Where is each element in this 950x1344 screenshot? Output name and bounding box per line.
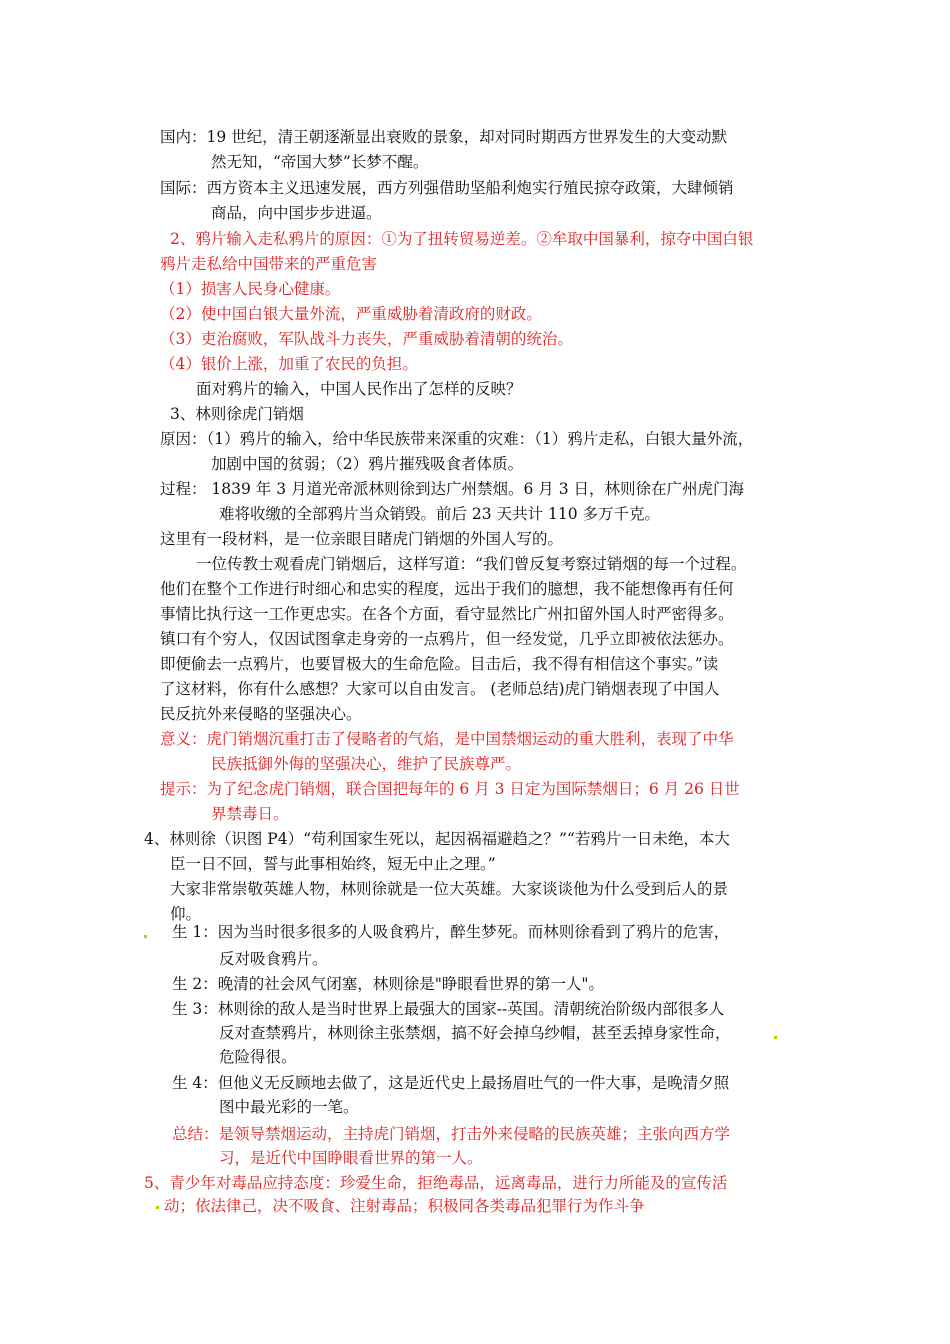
international-line-2: 商品，向中国步步进逼。 (211, 204, 382, 222)
section4-prompt-1: 大家非常崇敬英雄人物，林则徐就是一位大英雄。大家谈谈他为什么受到后人的景 (170, 880, 729, 898)
student-1-line-2: 反对吸食鸦片。 (219, 950, 328, 968)
section2-question: 面对鸦片的输入，中国人民作出了怎样的反映？ (196, 380, 522, 398)
section2-heading: 2、鸦片输入走私鸦片的原因：①为了扭转贸易逆差。②牟取中国暴利，掠夺中国白银 (170, 230, 754, 248)
process-line-2: 难将收缴的全部鸦片当众销毁。前后 23 天共计 110 多万千克。 (219, 505, 661, 523)
process-line-1: 过程： 1839 年 3 月道光帝派林则徐到达广州禁烟。6 月 3 日，林则徐在广州虎门海 (160, 480, 745, 498)
marker-dot (144, 935, 147, 938)
international-line-1: 国际：西方资本主义迅速发展，西方列强借助坚船利炮实行殖民掠夺政策，大肆倾销 (160, 179, 734, 197)
material-line: 即便偷去一点鸦片，也要冒极大的生命危险。目击后，我不得有相信这个事实。”读 (160, 655, 719, 673)
harm-item: （4）银价上涨，加重了农民的负担。 (160, 355, 418, 373)
section3-heading: 3、林则徐虎门销烟 (170, 405, 304, 423)
section4-heading-1: 4、林则徐（识图 P4）“苟利国家生死以，起因祸福避趋之？”“若鸦片一日未绝，本大 (144, 830, 730, 848)
student-1-line-1: 生 1：因为当时很多很多的人吸食鸦片，醉生梦死。而林则徐看到了鸦片的危害， (172, 923, 730, 941)
tip-line-2: 界禁毒日。 (211, 805, 289, 823)
section2-subheading: 鸦片走私给中国带来的严重危害 (160, 255, 378, 273)
summary-line-2: 习，是近代中国睁眼看世界的第一人。 (219, 1149, 483, 1167)
cause-line-1: 原因：（1）鸦片的输入，给中华民族带来深重的灾难：（1）鸦片走私，白银大量外流， (160, 430, 754, 448)
marker-dot (774, 1036, 777, 1039)
material-intro: 这里有一段材料，是一位亲眼目睹虎门销烟的外国人写的。 (160, 530, 564, 548)
cause-line-2: 加剧中国的贫弱；（2）鸦片摧残吸食者体质。 (211, 455, 524, 473)
material-line: 他们在整个工作进行时细心和忠实的程度，远出于我们的臆想，我不能想像再有任何 (160, 580, 734, 598)
significance-line-2: 民族抵御外侮的坚强决心，维护了民族尊严。 (211, 755, 522, 773)
student-3-line-1: 生 3：林则徐的敌人是当时世界上最强大的国家--英国。清朝统治阶级内部很多人 (172, 1000, 725, 1018)
material-line: 了这材料，你有什么感想？大家可以自由发言。 (老师总结)虎门销烟表现了中国人 (160, 680, 720, 698)
harm-item: （3）吏治腐败，军队战斗力丧失，严重威胁着清朝的统治。 (160, 330, 573, 348)
harm-item: （2）使中国白银大量外流，严重威胁着清政府的财政。 (160, 305, 542, 323)
student-3-line-3: 危险得很。 (219, 1048, 297, 1066)
student-4-line-2: 图中最光彩的一笔。 (219, 1098, 359, 1116)
marker-dot (156, 1206, 159, 1209)
student-4-line-1: 生 4：但他义无反顾地去做了，这是近代史上最扬眉吐气的一件大事，是晚清夕照 (172, 1074, 730, 1092)
section5-line-2: 动；依法律己，决不吸食、注射毒品；积极同各类毒品犯罪行为作斗争 (164, 1197, 645, 1215)
tip-line-1: 提示：为了纪念虎门销烟，联合国把每年的 6 月 3 日定为国际禁烟日；6 月 26 日世 (160, 780, 740, 798)
material-line: 一位传教士观看虎门销烟后，这样写道：“我们曾反复考察过销烟的每一个过程。 (196, 555, 747, 573)
significance-line-1: 意义：虎门销烟沉重打击了侵略者的气焰，是中国禁烟运动的重大胜利，表现了中华 (160, 730, 734, 748)
section5-line-1: 5、青少年对毒品应持态度：珍爱生命，拒绝毒品，远离毒品，进行力所能及的宣传活 (144, 1174, 728, 1192)
section4-prompt-2: 仰。 (170, 905, 202, 923)
harm-item: （1）损害人民身心健康。 (160, 280, 341, 298)
material-line: 事情比执行这一工作更忠实。在各个方面，看守显然比广州扣留外国人时严密得多。 (160, 605, 734, 623)
material-line: 民反抗外来侵略的坚强决心。 (160, 705, 362, 723)
domestic-line-1: 国内：19 世纪，清王朝逐渐显出衰败的景象，却对同时期西方世界发生的大变动默 (160, 128, 728, 146)
domestic-line-2: 然无知，“帝国大梦”长梦不醒。 (211, 153, 429, 171)
student-2-line-1: 生 2：晚清的社会风气闭塞，林则徐是"睁眼看世界的第一人"。 (172, 975, 605, 993)
summary-line-1: 总结：是领导禁烟运动，主持虎门销烟，打击外来侵略的民族英雄；主张向西方学 (172, 1125, 731, 1143)
student-3-line-2: 反对查禁鸦片，林则徐主张禁烟，搞不好会掉乌纱帽，甚至丢掉身家性命， (219, 1024, 731, 1042)
material-line: 镇口有个穷人，仅因试图拿走身旁的一点鸦片，但一经发觉，几乎立即被依法惩办。 (160, 630, 734, 648)
section4-heading-2: 臣一日不回，誓与此事相始终，短无中止之理。” (170, 855, 496, 873)
